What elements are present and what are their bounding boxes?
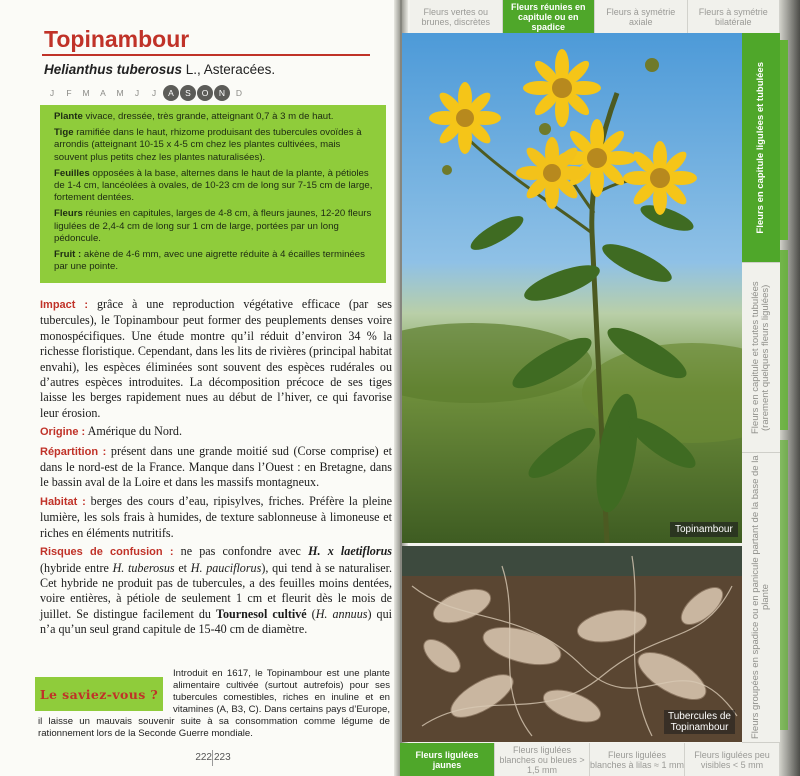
- risques-text: (: [306, 606, 316, 621]
- risques-text: ), qui tend à se naturaliser. Cet hybride ne produit pas de tubercules, a des feuilles moins dentées, voire entières, à pétiole de seulement 1 cm et fleurit dès le mois de juillet. Se distingue facilement du: [40, 560, 392, 621]
- top-tab-3[interactable]: Fleurs à symétrie bilatérale: [688, 0, 781, 33]
- side-tab-bar: [742, 33, 780, 743]
- month-indicator: J: [49, 88, 55, 98]
- top-tab-1[interactable]: Fleurs réunies en capitule ou en spadice: [503, 0, 596, 33]
- edge-tab-marker: [780, 440, 788, 730]
- fleurs-text: réunies en capitules, larges de 4-8 cm, à fleurs jaunes, 12-20 fleurs ligulées de 2,4-4 cm de long sur 1 cm de large, portées par un long pédoncule.: [54, 208, 372, 244]
- month-indicator: A: [100, 88, 106, 98]
- did-you-know-badge: Le saviez-vous ?: [35, 677, 163, 711]
- author-family: L., Asteracées.: [182, 62, 276, 77]
- fruit-entry: [54, 249, 376, 273]
- side-tab-label: Fleurs en capitule ligulées et tubulées: [755, 61, 766, 234]
- risques-label: Risques de confusion :: [40, 546, 174, 559]
- caption-tubers: [664, 710, 735, 734]
- risques-species: H. annuus: [315, 606, 368, 621]
- bottom-tab-0[interactable]: Fleurs ligulées jaunes: [400, 743, 495, 776]
- month-indicator: O: [197, 85, 213, 101]
- did-you-know-body: Introduit en 1617, le Topinambour est une plante alimentaire cultivée (surtout autrefois) pour ses tubercules comestibles, riches en inuline et en vitamines (A, B3, C). Dans certains pays d’Europe, il laisse un mauvais souvenir suite à sa consommation comme légume de rationnement lors de la Seconde Guerre mondiale.: [38, 668, 390, 739]
- habitat-paragraph: [40, 494, 392, 541]
- page-number-right: 223: [214, 752, 231, 763]
- fruit-text: akène de 4-6 mm, avec une aigrette réduite à 4 écailles terminées par une pointe.: [54, 249, 365, 273]
- fleurs-label: Fleurs: [54, 208, 83, 220]
- tige-label: Tige: [54, 127, 74, 139]
- tige-entry: [54, 127, 376, 164]
- caption-tubers-line1: Tubercules de: [668, 711, 731, 722]
- impact-text: grâce à une reproduction végétative efficace (par ses tubercules), le Topinambour peut former des peuplements denses voire monospécifiques. Une étude montre qu’il réduit d’environ 34 % la richesse floristique. Cependant, dans les lits de rivières (principal habitat envahi), les espèces éliminées sont souvent des espèces rudérales ou d’autres espèces introduites. La décomposition précoce de ses tiges laisse les berges rapidement nues au début de l’hiver, ce qui favorise leur érosion.: [40, 297, 392, 420]
- page-number-divider: [212, 750, 213, 766]
- edge-tab-marker: [780, 40, 788, 240]
- risques-text: ) qui n’a qu’un seul grand capitule de 15-40 cm de diamètre.: [40, 606, 392, 637]
- plante-entry: [54, 111, 376, 123]
- risques-species: H. tuberosus: [112, 560, 175, 575]
- month-indicator: S: [180, 85, 196, 101]
- month-indicator: J: [151, 88, 157, 98]
- title-rule: [42, 54, 370, 56]
- month-indicator: D: [235, 88, 243, 98]
- description-box: [40, 105, 386, 283]
- bottom-tab-1[interactable]: Fleurs ligulées blanches ou bleues > 1,5 mm: [495, 743, 590, 776]
- risques-text: et: [174, 560, 191, 575]
- bottom-tab-3[interactable]: Fleurs ligulées peu visibles < 5 mm: [685, 743, 780, 776]
- origine-paragraph: [40, 424, 392, 440]
- month-indicator: N: [214, 85, 230, 101]
- tige-text: ramifiée dans le haut, rhizome produisant des tubercules ovoïdes à arrondis (atteignant 10-15 x 4-5 cm chez les plantes cultivées, mais souvent plus petits chez les plantes naturalisées).: [54, 127, 362, 163]
- body-text: [40, 297, 392, 641]
- side-tab-label: Fleurs groupées en spadice ou en panicule partant de la base de la plante: [750, 455, 771, 740]
- latin-name: Helianthus tuberosus: [44, 62, 183, 77]
- scientific-name: [44, 62, 275, 77]
- flowering-calendar: [44, 85, 248, 101]
- impact-paragraph: [40, 297, 392, 421]
- repartition-text: présent dans une grande moitié sud (Corse comprise) et dans le nord-est de la France. Manque dans l’Ouest : en Bretagne, dans le bassin aval de la Loire et dans les massifs montagneux.: [40, 443, 392, 490]
- plante-label: Plante: [54, 111, 83, 122]
- feuilles-text: opposées à la base, alternes dans le haut de la plante, à pétioles de 1-4 cm, lancéolées à ovales, de 10-23 cm de long sur 7-15 cm de large, fortement dentées.: [54, 167, 373, 204]
- top-tab-0[interactable]: Fleurs vertes ou brunes, discrètes: [410, 0, 503, 33]
- risques-paragraph: [40, 544, 392, 637]
- bottom-tab-bar: [400, 743, 780, 776]
- side-tab-0[interactable]: [742, 33, 780, 263]
- caption-plant: Topinambour: [670, 522, 738, 537]
- bottom-tab-2[interactable]: Fleurs ligulées blanches à lilas ≈ 1 mm: [590, 743, 685, 776]
- month-indicator: M: [116, 88, 124, 98]
- month-indicator: J: [134, 88, 140, 98]
- month-indicator: A: [163, 85, 179, 101]
- page-number-left: 222: [195, 752, 212, 763]
- repartition-label: Répartition :: [40, 445, 107, 458]
- repartition-paragraph: [40, 444, 392, 491]
- side-tab-label: Fleurs en capitule et toutes tubulées (rarement quelques fleurs ligulées): [750, 281, 771, 434]
- risques-text: (hybride entre: [40, 560, 113, 575]
- edge-tab-marker: [780, 250, 788, 430]
- top-tab-bar: [410, 0, 780, 33]
- risques-species: H. pauciflorus: [190, 560, 262, 575]
- month-indicator: M: [82, 88, 90, 98]
- feuilles-entry: [54, 168, 376, 205]
- origine-text: Amérique du Nord.: [85, 424, 182, 439]
- photo-topinambour-plant: [402, 33, 742, 543]
- plante-text: vivace, dressée, très grande, atteignant 0,7 à 3 m de haut.: [82, 111, 334, 122]
- month-indicator: F: [66, 88, 72, 98]
- species-title: Topinambour: [44, 26, 190, 52]
- risques-species: H. x laetiflorus: [308, 544, 392, 559]
- side-tab-2[interactable]: [742, 453, 780, 743]
- habitat-text: berges des cours d’eau, ripisylves, friches. Préfère la pleine lumière, les sols frais à humides, de texture sablonneuse à limoneuse et riches en éléments nutritifs.: [40, 493, 393, 540]
- side-tab-1[interactable]: [742, 263, 780, 453]
- fruit-label: Fruit :: [54, 249, 82, 261]
- origine-label: Origine :: [40, 426, 86, 439]
- sunflower-photo-illustration: [402, 33, 742, 543]
- risques-text: ne pas confondre avec: [173, 544, 309, 559]
- top-tab-2[interactable]: Fleurs à symétrie axiale: [595, 0, 688, 33]
- habitat-label: Habitat :: [40, 495, 86, 508]
- impact-label: Impact :: [40, 299, 89, 311]
- risques-species: Tournesol cultivé: [216, 606, 307, 621]
- fleurs-entry: [54, 208, 376, 245]
- feuilles-label: Feuilles: [54, 167, 90, 179]
- caption-tubers-line2: Topinambour: [670, 722, 729, 733]
